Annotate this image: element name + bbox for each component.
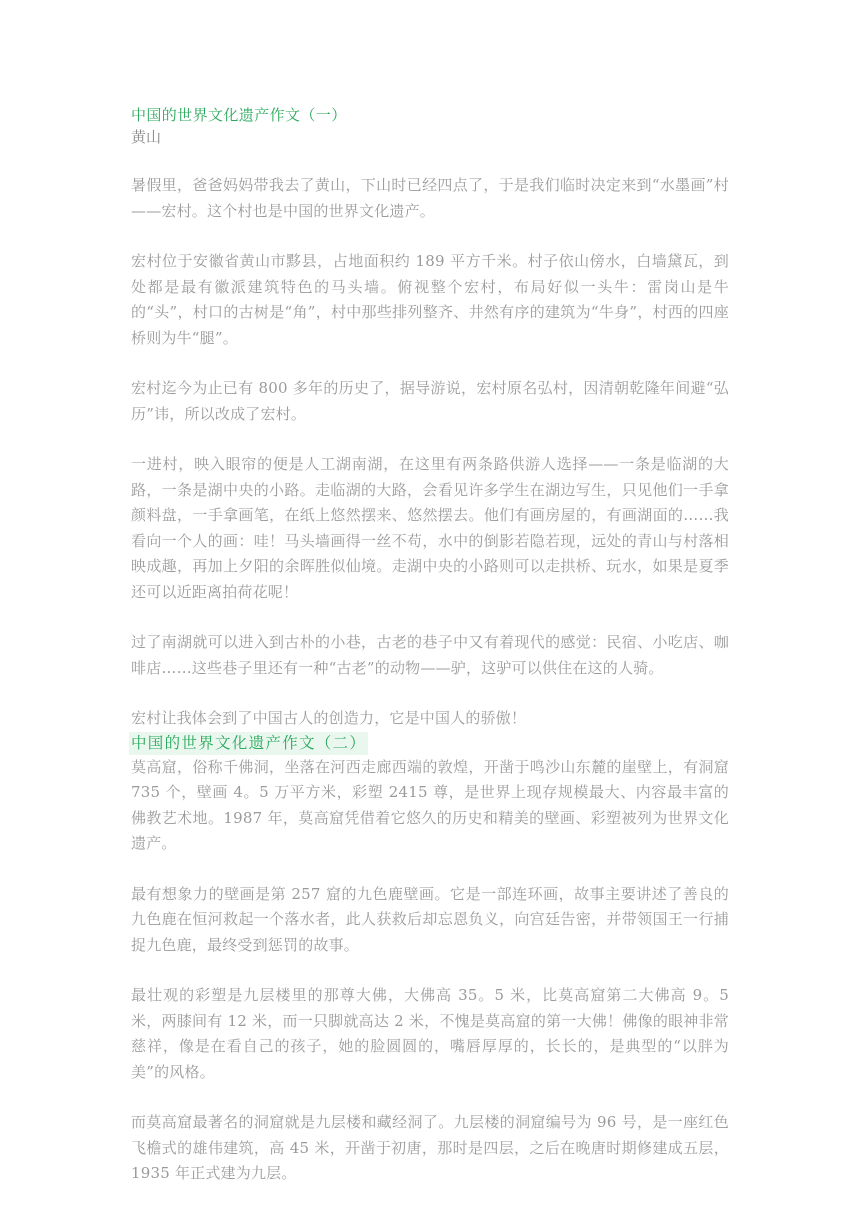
paragraph: 莫高窟，俗称千佛洞，坐落在河西走廊西端的敦煌，开凿于鸣沙山东麓的崖壁上，有洞窟 735 个，壁画 4。5 万平方米，彩塑 2415 尊，是世界上现存规模最大、内容最丰富的佛教艺术地。1987 年，莫高窟凭借着它悠久的历史和精美的壁画、彩塑被列为世界文化遗产。 <box>131 757 729 852</box>
paragraph: 最有想象力的壁画是第 257 窟的九色鹿壁画。它是一部连环画，故事主要讲述了善良的九色鹿在恒河救起一个落水者，此人获救后却忘恩负义，向宫廷告密，并带领国王一行捕捉九色鹿，最终受到惩罚的故事。 <box>131 884 729 954</box>
paragraph: 过了南湖就可以进入到古朴的小巷，古老的巷子中又有着现代的感觉：民宿、小吃店、咖啡店……这些巷子里还有一种“古老”的动物——驴，这驴可以供住在这的人骑。 <box>131 633 729 677</box>
essay-subtitle: 黄山 <box>131 128 162 146</box>
essay-title-2: 中国的世界文化遗产作文（二） <box>129 732 368 755</box>
paragraph: 宏村位于安徽省黄山市黟县，占地面积约 189 平方千米。村子依山傍水，白墙黛瓦，到处都是最有徽派建筑特色的马头墙。俯视整个宏村，布局好似一头牛：雷岗山是牛的“头”，村口的古树是“角”，村中那些排列整齐、井然有序的建筑为“牛身”，村西的四座桥则为牛“腿”。 <box>131 252 729 347</box>
paragraph: 暑假里，爸爸妈妈带我去了黄山，下山时已经四点了，于是我们临时决定来到“水墨画”村——宏村。这个村也是中国的世界文化遗产。 <box>131 176 729 220</box>
paragraph: 一进村，映入眼帘的便是人工湖南湖，在这里有两条路供游人选择——一条是临湖的大路，一条是湖中央的小路。走临湖的大路，会看见许多学生在湖边写生，只见他们一手拿颜料盘，一手拿画笔，在纸上悠然摆来、悠然摆去。他们有画房屋的，有画湖面的……我看向一个人的画：哇！马头墙画得一丝不苟，水中的倒影若隐若现，远处的青山与村落相映成趣，再加上夕阳的余晖胜似仙境。走湖中央的小路则可以走拱桥、玩水，如果是夏季还可以近距离拍荷花呢！ <box>131 455 729 601</box>
paragraph: 宏村让我体会到了中国古人的创造力，它是中国人的骄傲！ <box>131 709 527 727</box>
document-page <box>131 104 729 1187</box>
paragraph: 宏村迄今为止已有 800 多年的历史了，据导游说，宏村原名弘村，因清朝乾隆年间避“弘历”讳，所以改成了宏村。 <box>131 379 729 423</box>
essay-title-1: 中国的世界文化遗产作文（一） <box>131 106 347 124</box>
paragraph: 最壮观的彩塑是九层楼里的那尊大佛，大佛高 35。5 米，比莫高窟第二大佛高 9。5 米，两膝间有 12 米，而一只脚就高达 2 米，不愧是莫高窟的第一大佛！佛像的眼神非常慈祥，像是在看自己的孩子，她的脸圆圆的，嘴唇厚厚的，长长的，是典型的“以胖为美”的风格。 <box>131 986 729 1081</box>
paragraph: 而莫高窟最著名的洞窟就是九层楼和藏经洞了。九层楼的洞窟编号为 96 号，是一座红色飞檐式的雄伟建筑，高 45 米，开凿于初唐，那时是四层，之后在晚唐时期修建成五层，1935 年正式建为九层。 <box>131 1113 729 1182</box>
